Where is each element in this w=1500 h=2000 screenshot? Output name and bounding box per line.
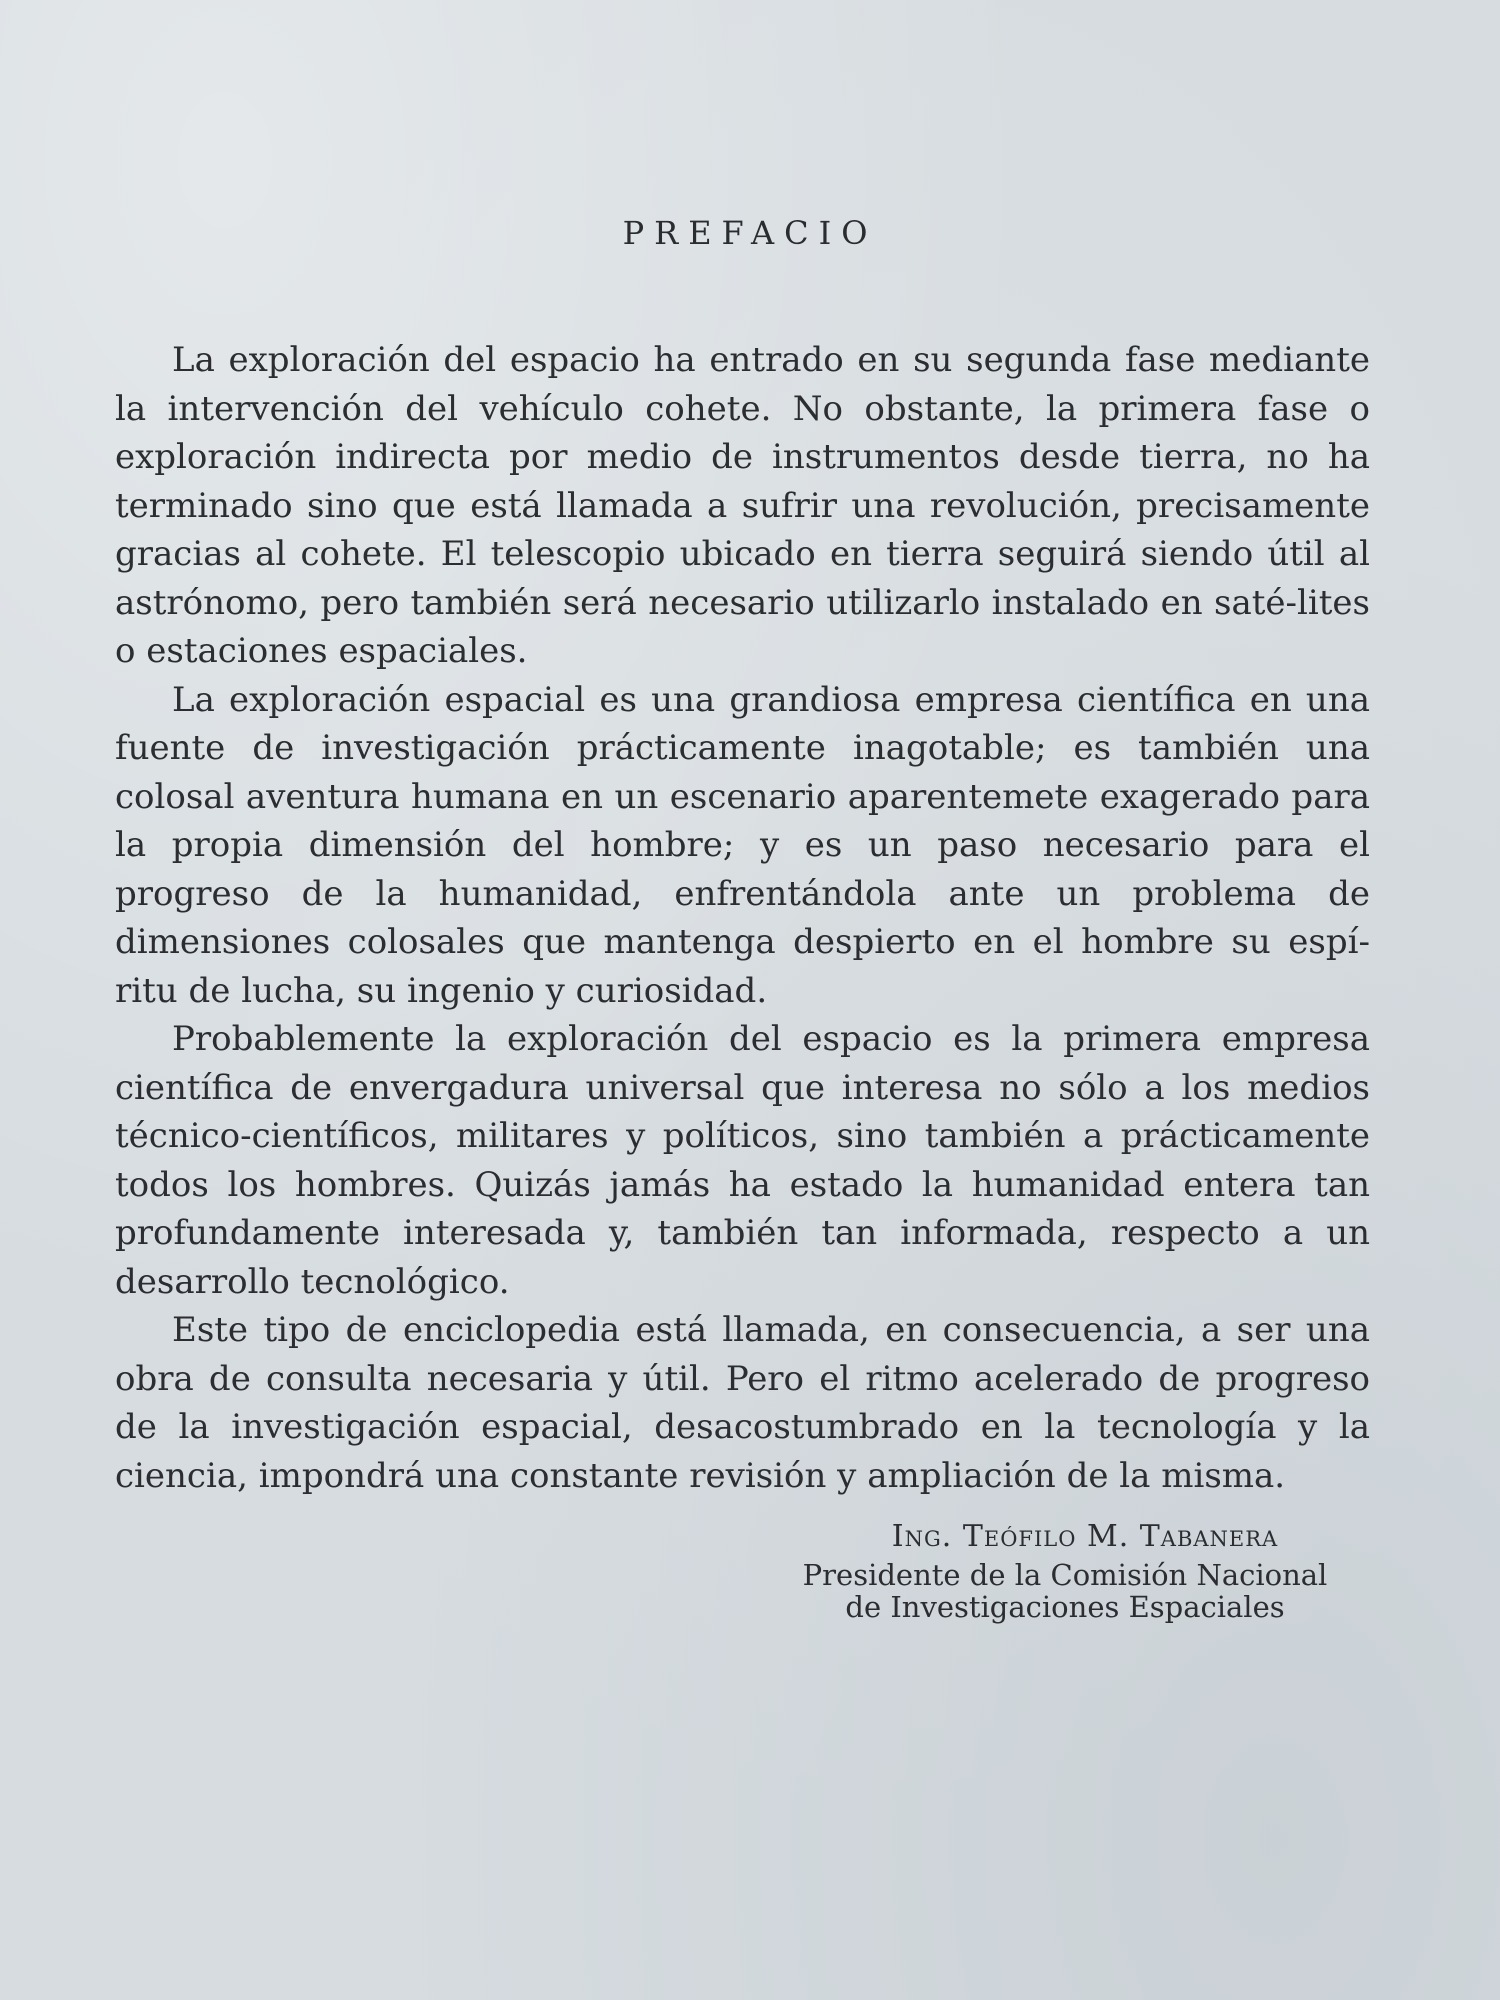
paragraph-4: Este tipo de enciclopedia está llamada, en consecuencia, a ser una obra de consulta necesaria y útil. Pero el ritmo acelerado de progreso de la investigación espacial, desacostumbrado en la tecnología y la ciencia, impondrá una constante revisión y ampliación de la misma. xyxy=(115,1310,1370,1496)
paragraph-2: La exploración espacial es una grandiosa empresa científica en una fuente de investigación prácticamente inagotable; es también una colosal aventura humana en un escenario aparentemete exagerado para la propia dimensión del hombre; y es un paso necesario para el progreso de la humanidad, enfrentándola ante un problema de dimensiones colosales que mantenga despierto en el hombre su espí-ritu de lucha, su ingenio y curiosidad. xyxy=(115,679,1370,1011)
page-title: PREFACIO xyxy=(622,214,878,252)
preface-body xyxy=(115,336,1370,1500)
signature-block xyxy=(760,1515,1370,1623)
paragraph-3: Probablemente la exploración del espacio es la primera empresa científica de envergadura universal que interesa no sólo a los medios técnico-científicos, militares y políticos, sino también a prácticamente todos los hombres. Quizás jamás ha estado la humanidad entera tan profundamente interesada y, también tan informada, respecto a un desarrollo tecnológico. xyxy=(115,1019,1370,1302)
signature-role-line-2: de Investigaciones Espaciales xyxy=(845,1590,1285,1624)
signature-role-line-1: Presidente de la Comisión Nacional xyxy=(802,1558,1328,1592)
paragraph-1: La exploración del espacio ha entrado en su segunda fase mediante la intervención del vehículo cohete. No obstante, la primera fase o exploración indirecta por medio de instrumentos desde tierra, no ha terminado sino que está llamada a sufrir una revolución, precisamente gracias al cohete. El telescopio ubicado en tierra seguirá siendo útil al astrónomo, pero también será necesario utilizarlo instalado en saté-lites o estaciones espaciales. xyxy=(115,340,1370,671)
signature-name: Ing. Teófilo M. Tabanera xyxy=(891,1519,1279,1554)
